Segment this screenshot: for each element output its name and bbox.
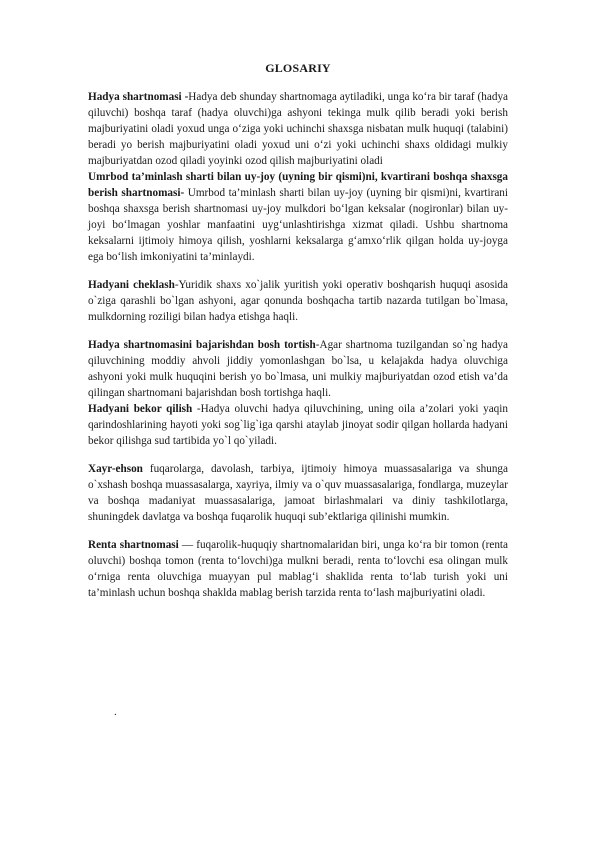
glossary-term: Hadya shartnomasi - bbox=[88, 91, 189, 103]
glossary-entry-renta-shartnomasi bbox=[88, 537, 508, 601]
glossary-definition: -Agar shartnoma tuzilgandan so`ng hadya qiluvchining moddiy ahvoli jiddiy yomonlashgan bo`lsa, u kelajakda hadya oluvchiga ashyoni yoki mulk huquqini berish yo bo`lmasa, uni mulkiy majburiyatdan ozod etish va’da qilingan shartnomani bajarishdan bosh tortishga haqli. bbox=[88, 339, 508, 399]
page-title: GLOSARIY bbox=[265, 61, 331, 75]
glossary-definition: -Yuridik shaxs xo`jalik yuritish yoki operativ boshqarish huquqi asosida o`ziga qarashli bo`lgan ashyoni, agar qonunda boshqacha tartib nazarda tutilgan bo`lmasa, mulkdorning roziligi bilan hadya etishga haqli. bbox=[88, 279, 508, 323]
glossary-term: Xayr-ehson bbox=[88, 463, 143, 475]
glossary-entry-bosh-tortish bbox=[88, 337, 508, 401]
glossary-entry-hadyani-bekor-qilish bbox=[88, 401, 508, 449]
trailing-mark: . bbox=[114, 706, 117, 718]
glossary-term: Renta shartnomasi bbox=[88, 539, 179, 551]
glossary-entry-hadya-shartnomasi bbox=[88, 89, 508, 169]
glossary-entry-xayr-ehson bbox=[88, 461, 508, 525]
glossary-term: Hadyani cheklash bbox=[88, 279, 175, 291]
glossary-entry-hadyani-cheklash bbox=[88, 277, 508, 325]
glossary-definition: — fuqarolik-huquqiy shartnomalaridan biri, unga ko‘ra bir tomon (renta oluvchi) boshqa tomon (renta to‘lovchi)ga mulkni beradi, renta to‘lovchi esa olingan mulk o‘rniga renta oluvchiga muayyan pul mablag‘i shaklida renta to‘lab turish yoki uni ta’minlash uchun boshqa shaklda mablag berish tarzida renta to‘lash majburiyatini oladi. bbox=[88, 539, 509, 599]
glossary-entry-umrbod-taminlash bbox=[88, 169, 508, 265]
glossary-term: Umrbod ta’minlash sharti bilan uy-joy (uyning bir qismi)ni, kvartirani boshqa shaxsga berish shartnomasi- bbox=[88, 171, 508, 199]
glossary-term: Hadya shartnomasini bajarishdan bosh tortish bbox=[88, 339, 316, 351]
glossary-definition: Hadya deb shunday shartnomaga aytiladiki, unga ko‘ra bir taraf (hadya qiluvchi) boshqa taraf (hadya oluvchi)ga ashyoni tekinga mulk qilib beradi yoki berish majburiyatini oladi yoxud unga o‘ziga yoki uchinchi shaxsga nisbatan mulk huquqi (talabini) beradi yo berish majburiyatini oladi yoxud uni o‘zi yoki uchinchi shaxs oldidagi mulkiy majburiyatdan ozod qiladi yoyinki ozod qilish majburiyatini oladi bbox=[88, 91, 508, 167]
glossary-definition: fuqarolarga, davolash, tarbiya, ijtimoiy himoya muassasalariga va shunga o`xshash boshqa muassasalarga, xayriya, ilmiy va o`quv muassasalariga, fondlarga, muzeylar va boshqa madaniyat muassasalariga, jamoat birlashmalari va diniy tashkilotlarga, shuningdek davlatga va boshqa fuqarolik huquqi sub’ektlariga qilinishi mumkin. bbox=[88, 463, 508, 523]
glossary-definition: Umrbod ta’minlash sharti bilan uy-joy (uyning bir qismi)ni, kvartirani boshqa shaxsga berish shartnomasi uy-joy mulkdori bo‘lgan keksalar (nogironlar) bilan uy-joyi bo‘lmagan yoshlar manfaatini uyg‘unlashtirishga xizmat qiladi. Ushbu shartnoma keksalarni ijtimoiy himoya qilish, yoshlarni keksalarga g‘amxo‘rlik qilgan holda uy-joyga ega bo‘lish imkoniyatini ta’minlaydi. bbox=[88, 187, 508, 263]
glossary-term: Hadyani bekor qilish bbox=[88, 403, 193, 415]
glossary-definition: -Hadya oluvchi hadya qiluvchining, uning oila a’zolari yoki yaqin qarindoshlarining hayoti yoki sog`lig`iga qarshi ataylab jinoyat sodir qilgan hollarda hadyani bekor qilishga sud tartibida yo`l qo`yiladi. bbox=[88, 403, 508, 447]
glossary-page bbox=[88, 60, 508, 601]
